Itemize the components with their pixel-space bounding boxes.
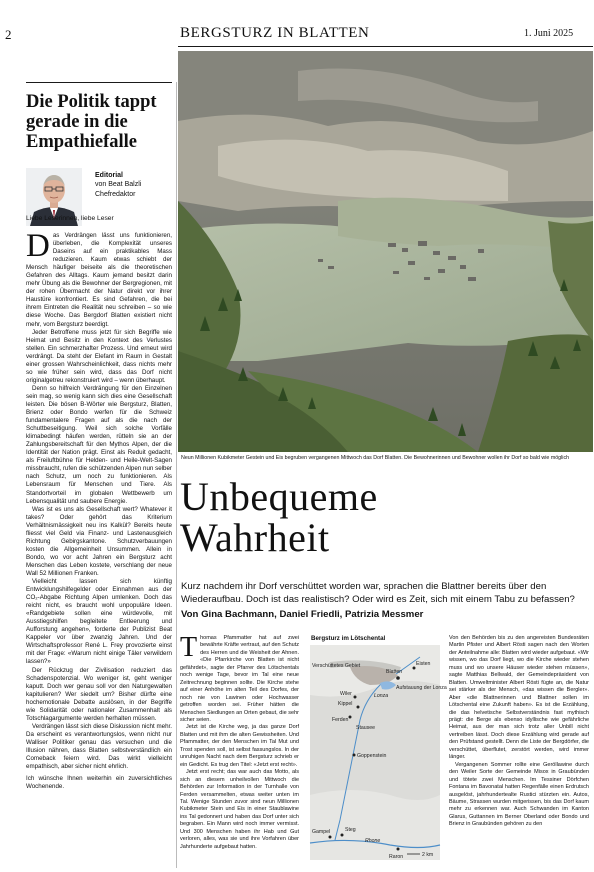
kippel-marker xyxy=(357,706,360,709)
article-lead: Kurz nachdem ihr Dorf verschüttet worden war, sprachen die Blattner bereits über den Wiederaufbau. Doch ist das realistisch? Oder wird es Zeit, sich mit einem Tabu zu befassen? xyxy=(181,581,575,605)
headline-line-2: Wahrheit xyxy=(180,515,330,560)
map-label-gampel: Gampel xyxy=(312,829,331,835)
editorial-paragraph: as Verdrängen lässt uns funktionieren, überleben, die Komplexität unseres Daseins auf ein praktikables Mass reduzieren. Kaum etwas schiebt der Mensch häufiger beiseite als die theoretischen Gefahren des Alltags. Kaum jemand besitzt darin mehr Übung als die Bewohner der Bergregionen, mit der rohen Übermacht der Natur direkt vor ihrer Haustüre konfrontiert. Es sind Gefahren, die bei ihrem Eintreten die Realität neu schreiben – so wie diese Woche. Das Bergdorf Blatten existiert nicht mehr, vom Bergsturz beerdigt. xyxy=(26,232,172,328)
issue-date: 1. Juni 2025 xyxy=(524,28,574,39)
article-paragraph: Jetzt ist die Kirche weg, ja das ganze Dorf Blatten und mit ihm die alten Gewissheiten. Und Pfammatter, der den Menschen im Tal Mut und Trost spenden soll, ist selbst fassungslos. In der unruhigen Nacht nach dem Bergsturz schrieb er ein Gedicht. Es trug den Titel: «Jetzt erst recht». xyxy=(180,724,299,768)
article-byline: Von Gina Bachmann, Daniel Friedli, Patrizia Messmer xyxy=(181,609,424,620)
article-paragraph: homas Pfammatter hat auf zwei bewährte Kräfte vertraut, auf den Schutz des Herren und die Weisheit der Ahnen. «Die Pfarrkirche von Blatten ist nicht gefährdet», sagte der Pfarrer des Lötschentals noch wenige Tage, bevor im Tal eine neue Zeitrechnung beginnen sollte. Die Kirche stehe auf einer Anhöhe im alten Teil des Dorfes, der noch nie von Lawinen oder Hochwasser getroffen worden sei. Früher hätten die Menschen Siedlungen an Orten gebaut, die sehr sicher seien. xyxy=(180,635,299,723)
blatten-marker xyxy=(396,676,400,680)
map-label-lonza: Lonza xyxy=(374,693,389,699)
map-label-eisten: Eisten xyxy=(416,661,431,667)
editorial-body xyxy=(26,228,172,791)
map-label-stausee: Stausee xyxy=(356,725,376,731)
header-rule xyxy=(178,46,593,47)
editorial-paragraph: Der Rückzug der Zivilisation reduziert das Schadenspotenzial. Wo weniger ist, geht weniger kaputt. Doch wer genau soll vor den Naturgewalten kapitulieren? Wer siedelt um? Bisher dürfte eine hochemotionale Debatte auslösen, in der Begriffe wie Solidarität oder nationaler Zusammenhalt als Totschlagargumente werden herhalten müssen. xyxy=(26,666,172,722)
gampel-marker xyxy=(329,836,332,839)
article-dropcap: T xyxy=(180,632,198,663)
wiler-marker xyxy=(354,696,357,699)
photo-caption: Neun Millionen Kubikmeter Gestein und Eis begruben vergangenen Mittwoch das Dorf Blatten. Die Bewohnerinnen und Bewohner wollen ihr Dorf so bald wie möglich xyxy=(181,455,570,461)
map-label-steg: Steg xyxy=(345,827,356,833)
section-title: BERGSTURZ IN BLATTEN xyxy=(180,25,370,41)
raron-marker xyxy=(397,848,400,851)
editorial-author: von Beat Balzli xyxy=(95,181,142,189)
ferden-marker xyxy=(349,716,352,719)
editorial-paragraph: Was ist es uns als Gesellschaft wert? Whatever it takes? Oder gehört das Kriterium Verhältnismässigkeit neu ins Kalkül? Bereits heute fliesst viel Geld via Finanz- und Lastenausgleich Richtung Gebirgskantone. Schutzverbauungen kosten die Allgemeinheit Unsummen. Allein in Bondo, wo vor acht Jahren ein Bergsturz acht Menschen das Leben kostete, verschlang der neue Wall 52 Millionen Franken. xyxy=(26,505,172,577)
article-column-1 xyxy=(180,632,299,851)
loetschental-map xyxy=(310,645,447,860)
editorial-top-rule xyxy=(26,82,172,83)
editorial-paragraph: Denn so hilfreich Verdrängung für den Einzelnen sein mag, so wenig kann sich dies eine Gesellschaft leisten. Die bösen B-Wörter wie Bergsturz, Blatten, Brienz oder Bondo werfen für die Schweiz fundamentalere Fragen auf als die nach der Schuttbeseitigung. Weil sich solche Vorfälle klimabedingt häufen werden, rütteln sie an der Zahlungsbereitschaft für den Mythos Alpen, der die Identität der Nation prägt. Einst als Reduit gedacht, als Freiluftbühne für Helden- und Heile-Welt-Sagen missbraucht, rufen die schützenden Alpen nun selber nach Schutz, um noch zu funktionieren. Als Lebensraum für Menschen und Tiere. Als Standortvorteil im globalen Wettbewerb um Lebensqualität und saubere Energie. xyxy=(26,384,172,505)
article-paragraph: Jetzt erst recht; das war auch das Motto, als sich an diesem unheilvollen Mittwoch die Behörden zur Information in der Turnhalle von Ferden versammelten, etwas weiter unten im Tal. Wenige Stunden zuvor sind neun Millionen Kubikmeter Stein und Eis in einer Staublawine ins Tal gedonnert und haben das Dorf unter sich begraben. Ein Mann wird noch immer vermisst. Und 300 Menschen haben ihr Hab und Gut verloren, alles, was sie und ihre Vorfahren über Jahrhunderte aufgebaut hatten. xyxy=(180,769,299,850)
page-number: 2 xyxy=(5,27,12,42)
headline-line-1: Unbequeme xyxy=(180,474,378,519)
map-label-raron: Raron xyxy=(389,854,404,860)
editorial-paragraph: Vielleicht lassen sich künftig Entwicklungshilfegelder oder Einnahmen aus der CO₂-Abgabe Richtung Alpen umlenken. Doch das reicht nicht, es braucht wohl unpopuläre Ideen. «Randgebiete sollen eine würdevolle, mit Ausstiegshilfen begleitete Entleerung und Aufforstung angehen», forderte der Publizist Beat Kappeler vor über zwanzig Jahren. Und der Wirtschaftsprofessor René L. Frey provozierte einst mit der Frage: «Warum nicht einige Täler verwildern lassen?» xyxy=(26,578,172,666)
map-label-goppenstein: Goppenstein xyxy=(357,753,387,759)
editorial-closing: Ich wünsche Ihnen weiterhin ein zuversichtliches Wochenende. xyxy=(26,775,172,791)
map-label-kippel: Kippel xyxy=(338,701,353,707)
editorial-title: Die Politik tappt gerade in die Empathiefalle xyxy=(26,92,157,152)
article-headline xyxy=(180,476,580,558)
editorial-label: Editorial xyxy=(95,172,124,179)
editorial-dropcap: D xyxy=(26,228,50,264)
editorial-paragraph: Jeder Betroffene muss jetzt für sich Begriffe wie Heimat und Besitz in den Kontext des Verlustes stellen. Ein schmerzhafter Prozess. Und erneut wird verdrängt. Da steht der Elefant im Raum in Gestalt einer grossen Wahrscheinlichkeit, dass nichts mehr so wie früher sein wird, dass das Dorf nicht originalgetreu rekonstruiert wird – wenn überhaupt. xyxy=(26,328,172,384)
map-label-rhone: Rhone xyxy=(365,838,381,844)
landslide-photo xyxy=(178,51,593,452)
editorial-salutation: Liebe Leserinnen, liebe Leser xyxy=(26,215,114,222)
steg-marker xyxy=(341,834,344,837)
goppenstein-marker xyxy=(353,754,356,757)
map-label-wiler: Wiler xyxy=(340,691,352,697)
map-scale-label: 2 km xyxy=(422,852,434,858)
map-label-blatten: Blatten xyxy=(386,669,403,675)
article-paragraph: Vergangenen Sommer rollte eine Geröllawine durch den Weiler Sorte der Gemeinde Misox in Graubünden und tötete zwei Menschen. Im Tessiner Dörfchen Fontana im Bavonatal hatten Regenfälle einen Erdrutsch ausgelöst, jahrhundertealte Rustici stürzten ein. Autos, Bäume, Strassen wurden mitgerissen, bis das Dorf kaum mehr zu erkennen war. Auch Schwanden im Kanton Glarus, Guttannen im Berner Oberland oder Bondo und Brienz in Graubünden gehören zu den xyxy=(449,761,589,828)
article-paragraph: Von den Behörden bis zu den angereisten Bundesräten Martin Pfister und Albert Rösti sagen nach den Worten der Anteilnahme alle: Blatten wird wieder aufgebaut. «Wir wissen, wo das Dorf liegt, wo die Kirche wieder stehen muss und wo unsere Häuser wieder stehen müssen», sagte Matthias Bellwald, der Gemeindepräsident von Blatten. Umweltminister Albert Rösti fügte an, die Natur sei stärker als der Mensch, «das wissen die Bergler». Aber «die Blattnerinnen und Blattner sollen im Lötschental eine Zukunft haben». Es ist die Erzählung, die das helvetische Selbstverständnis fast mythisch prägt: die Berge als ebenso idyllische wie gefährliche Heimat, aus der man sich trotz aller Unbill nicht vertreiben lässt. Doch diese Erzählung wird gerade auf den Prüfstand gestellt. Denn die Liste der Bergdörfer, die verschüttet, überflutet, zerstört werden, wird immer länger. xyxy=(449,635,589,761)
map-label-aufstauung: Aufstauung der Lonza xyxy=(396,685,447,691)
article-column-3 xyxy=(449,635,589,829)
editorial-paragraph: Verdrängen lässt sich diese Diskussion nicht mehr. Da erscheint es verantwortungslos, wenn nicht nur Walliser Politiker genau das versuchen und die Illusion nähren, dass Blatten selbstverständlich ein Comeback feiern wird. Das wirkt vielleicht empathisch, aber sicher nicht ehrlich. xyxy=(26,722,172,771)
editorial-role: Chefredaktor xyxy=(95,190,136,198)
map-label-debris: Verschüttetes Gebiet xyxy=(312,663,361,669)
editorial-author-info xyxy=(95,171,141,199)
map-title: Bergsturz im Lötschental xyxy=(311,635,386,642)
column-divider xyxy=(176,82,177,868)
map-label-ferden: Ferden xyxy=(332,717,349,723)
